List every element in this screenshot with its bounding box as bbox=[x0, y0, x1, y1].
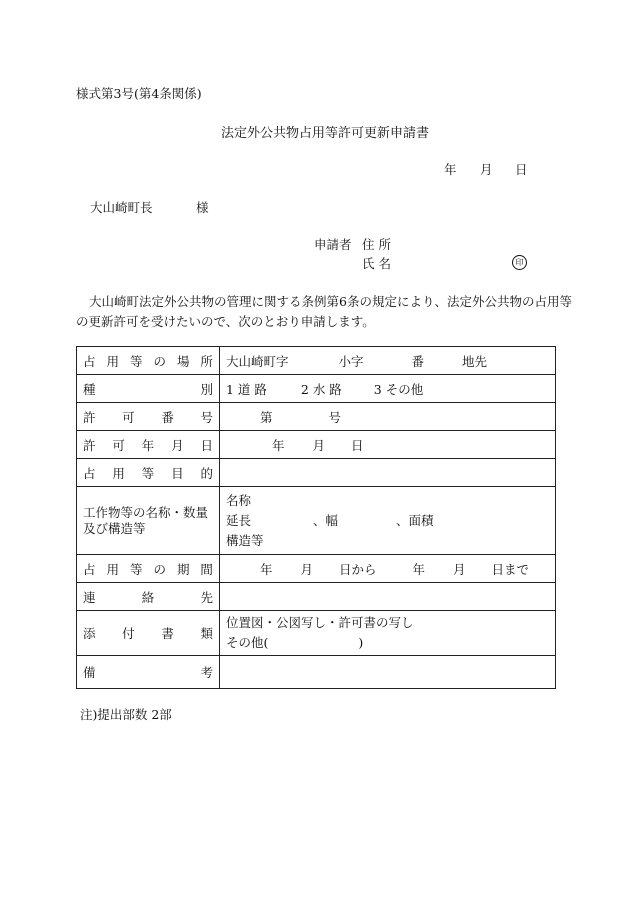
spread-label bbox=[83, 588, 213, 606]
value-permit-number bbox=[220, 403, 556, 431]
spread-label bbox=[83, 663, 213, 681]
period-end-year: 年 bbox=[412, 561, 426, 577]
period-end-month: 月 bbox=[453, 561, 466, 577]
label-char: 占 bbox=[83, 465, 96, 481]
label-char: 占 bbox=[83, 561, 96, 577]
label-permit-date bbox=[77, 431, 220, 459]
value-remarks bbox=[220, 656, 556, 689]
structures-length: 延長 bbox=[226, 512, 252, 528]
spread-label bbox=[83, 408, 213, 426]
label-char: 等 bbox=[129, 353, 143, 369]
table-row bbox=[77, 555, 556, 583]
value-period bbox=[220, 555, 556, 583]
label-char: 可 bbox=[112, 437, 125, 453]
table-row bbox=[77, 487, 556, 555]
date-year: 年 bbox=[444, 162, 457, 177]
period-start-year: 年 bbox=[260, 561, 273, 577]
spread-label bbox=[83, 624, 213, 642]
label-char: 年 bbox=[141, 437, 155, 453]
attachments-other-open: その他( bbox=[226, 635, 269, 650]
label-purpose bbox=[77, 459, 220, 487]
label-char: 的 bbox=[200, 465, 213, 481]
label-char: 用 bbox=[106, 561, 119, 577]
label-char: 間 bbox=[200, 561, 213, 577]
type-other: 3 その他 bbox=[373, 381, 424, 397]
value-type bbox=[220, 375, 556, 403]
spread-label bbox=[83, 352, 213, 370]
label-remarks bbox=[77, 656, 220, 689]
table-row bbox=[77, 375, 556, 403]
type-waterway: 2 水 路 bbox=[300, 381, 342, 397]
footer-note: 注)提出部数 2部 bbox=[80, 707, 172, 722]
body-line-1: 大山崎町法定外公共物の管理に関する条例第6条の規定により、法定外公共物の占用等 bbox=[89, 294, 572, 309]
label-char: 用 bbox=[106, 353, 119, 369]
application-table bbox=[76, 346, 556, 689]
label-char: 等 bbox=[129, 561, 143, 577]
value-contact bbox=[220, 583, 556, 611]
value-location bbox=[220, 347, 556, 375]
label-char: 許 bbox=[83, 437, 96, 453]
table-row bbox=[77, 656, 556, 689]
date-day: 日 bbox=[515, 162, 528, 177]
label-permit-number bbox=[77, 403, 220, 431]
structures-width: 、幅 bbox=[313, 512, 339, 528]
label-char: 所 bbox=[200, 353, 213, 369]
attachments-list: 位置図・公図写し・許可書の写し bbox=[226, 615, 414, 630]
addressee-honorific: 様 bbox=[196, 200, 209, 215]
structures-construction: 構造等 bbox=[226, 532, 264, 548]
table-row bbox=[77, 459, 556, 487]
label-contact bbox=[77, 583, 220, 611]
label-char: 絡 bbox=[141, 589, 155, 605]
label-structures bbox=[77, 487, 220, 555]
type-road: 1 道 路 bbox=[226, 381, 267, 397]
table-row bbox=[77, 611, 556, 656]
spread-label bbox=[83, 464, 213, 482]
spread-label bbox=[83, 436, 213, 454]
label-char: 類 bbox=[200, 626, 213, 641]
period-end-day: 日まで bbox=[491, 561, 530, 577]
period-start-month: 月 bbox=[300, 561, 314, 577]
label-char: 期 bbox=[176, 561, 190, 577]
label-char: 番 bbox=[161, 409, 174, 425]
label-char: 許 bbox=[83, 409, 96, 425]
table-row bbox=[77, 403, 556, 431]
applicant-address-label: 住 所 bbox=[362, 237, 391, 252]
label-char: 占 bbox=[83, 353, 96, 369]
permit-gou: 号 bbox=[328, 409, 342, 425]
structures-dims bbox=[226, 511, 549, 531]
label-char: の bbox=[153, 561, 166, 577]
applicant-label: 申請者 bbox=[314, 237, 352, 252]
permit-dai: 第 bbox=[260, 409, 273, 425]
addressee-name: 大山崎町長 bbox=[90, 200, 153, 215]
label-char: 日 bbox=[200, 437, 213, 453]
label-char: 備 bbox=[83, 665, 96, 680]
location-ban: 番 bbox=[411, 353, 425, 369]
label-char: 種 bbox=[83, 381, 96, 397]
page-title: 法定外公共物占用等許可更新申請書 bbox=[221, 126, 430, 141]
label-char: 添 bbox=[83, 626, 96, 641]
structures-area: 、面積 bbox=[396, 512, 434, 528]
label-char: の bbox=[153, 353, 166, 369]
label-location bbox=[77, 347, 220, 375]
location-koaza: 小字 bbox=[338, 353, 364, 369]
value-attachments bbox=[220, 611, 556, 656]
table-row bbox=[77, 583, 556, 611]
spread-label bbox=[83, 380, 213, 398]
applicant-name-label: 氏 名 bbox=[362, 256, 391, 271]
permit-year: 年 bbox=[272, 437, 285, 453]
attachments-other bbox=[226, 633, 549, 653]
label-attachments bbox=[77, 611, 220, 656]
period-start-day: 日から bbox=[339, 561, 377, 577]
label-char: 目 bbox=[171, 465, 184, 481]
permit-month: 月 bbox=[312, 437, 326, 453]
table-row bbox=[77, 347, 556, 375]
label-period bbox=[77, 555, 220, 583]
label-char: 用 bbox=[112, 465, 125, 481]
label-char: 先 bbox=[200, 589, 213, 605]
label-type bbox=[77, 375, 220, 403]
label-char: 付 bbox=[122, 626, 135, 641]
label-char: 書 bbox=[161, 626, 174, 641]
attachments-other-close: ) bbox=[358, 635, 364, 650]
value-structures bbox=[220, 487, 556, 555]
label-char: 月 bbox=[171, 437, 184, 453]
form-number: 様式第3号(第4条関係) bbox=[76, 86, 202, 101]
label-char: 等 bbox=[141, 465, 155, 481]
structures-name: 名称 bbox=[226, 492, 252, 508]
value-permit-date bbox=[220, 431, 556, 459]
label-char: 号 bbox=[200, 409, 213, 425]
seal-icon: 印 bbox=[512, 255, 527, 270]
date-month: 月 bbox=[480, 162, 493, 177]
label-char: 場 bbox=[176, 353, 190, 369]
spread-label bbox=[83, 560, 213, 578]
location-town: 大山崎町字 bbox=[226, 353, 289, 369]
structures-label-line2: 及び構造等 bbox=[83, 520, 146, 536]
permit-day: 日 bbox=[351, 437, 364, 453]
label-char: 考 bbox=[200, 665, 213, 680]
label-char: 可 bbox=[122, 409, 135, 425]
body-line-2: の更新許可を受けたいので、次のとおり申請します。 bbox=[76, 314, 375, 329]
label-char: 連 bbox=[83, 589, 96, 605]
label-char: 別 bbox=[200, 381, 213, 397]
value-purpose bbox=[220, 459, 556, 487]
table-row bbox=[77, 431, 556, 459]
location-chisaki: 地先 bbox=[462, 353, 488, 369]
structures-label-line1: 工作物等の名称・数量 bbox=[83, 504, 209, 520]
